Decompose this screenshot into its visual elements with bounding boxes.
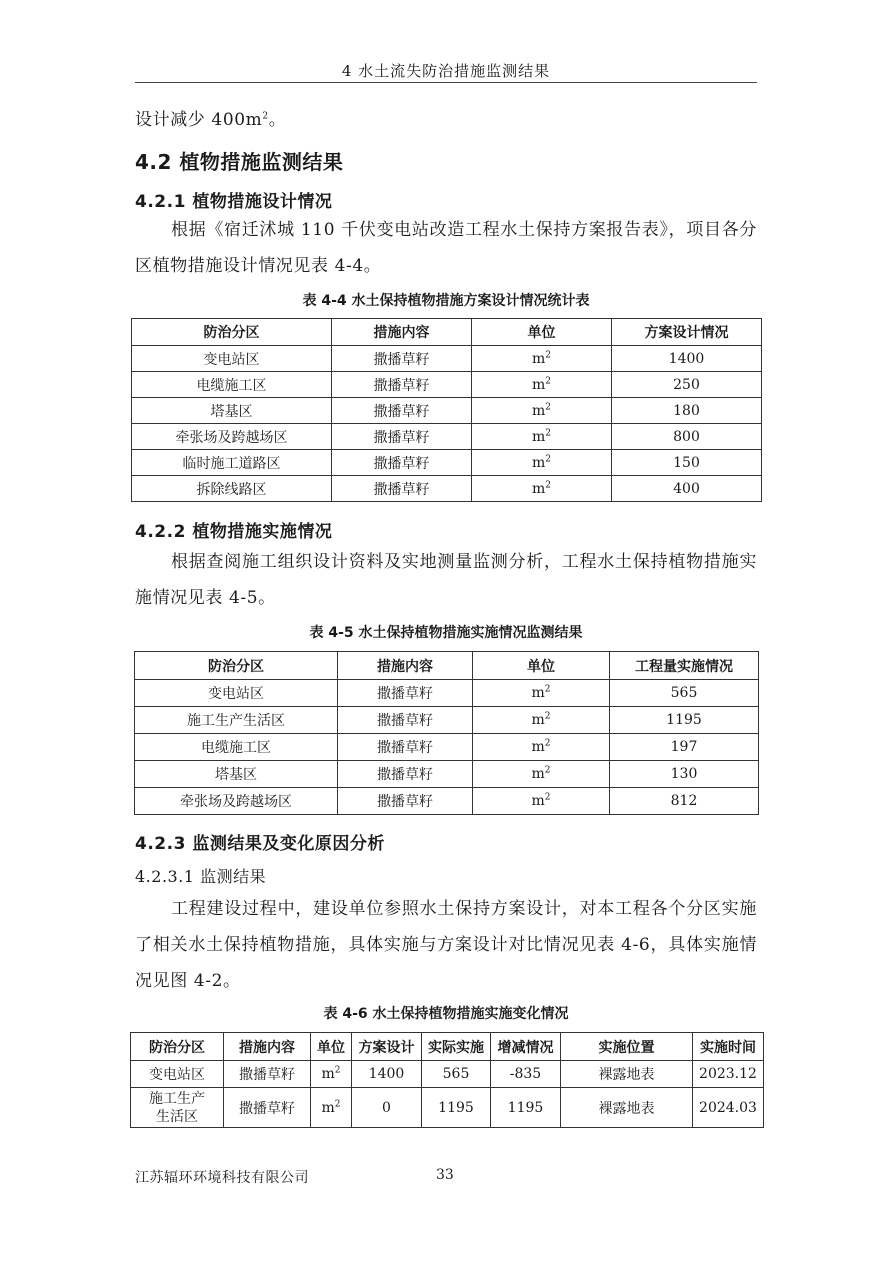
table-cell bbox=[338, 734, 473, 761]
table-cell bbox=[472, 346, 612, 372]
cell-text: 565 bbox=[442, 1066, 470, 1082]
cell-text: 临时施工道路区 bbox=[182, 455, 281, 472]
table-row bbox=[135, 788, 759, 815]
cell-text: 565 bbox=[670, 685, 698, 701]
table-cell bbox=[612, 450, 762, 476]
table-header-cell: 措施内容 bbox=[338, 652, 473, 680]
table-header-cell: 工程量实施情况 bbox=[610, 652, 759, 680]
cell-text: 塔基区 bbox=[210, 403, 253, 420]
table-cell bbox=[132, 372, 332, 398]
table-cell bbox=[473, 707, 610, 734]
cell-text: 裸露地表 bbox=[598, 1100, 655, 1117]
table-cell bbox=[131, 1088, 224, 1128]
cell-text: 施工生产生活区 bbox=[149, 1090, 205, 1125]
cell-text: 400 bbox=[673, 480, 700, 497]
table-cell bbox=[135, 761, 338, 788]
table-header-cell: 单位 bbox=[311, 1033, 352, 1061]
unit-text: m bbox=[531, 402, 546, 419]
table-row bbox=[135, 734, 759, 761]
cell-text: 2023.12 bbox=[699, 1066, 757, 1082]
cell-text: 施工生产生活区 bbox=[187, 713, 285, 729]
table-cell bbox=[491, 1088, 561, 1128]
table-cell bbox=[352, 1088, 422, 1128]
unit-text: m bbox=[531, 793, 545, 809]
table-cell bbox=[332, 476, 472, 502]
unit-superscript: 2 bbox=[545, 375, 551, 386]
unit-text: m bbox=[531, 350, 546, 367]
table-4-4 bbox=[131, 318, 762, 502]
table-cell bbox=[338, 707, 473, 734]
unit-superscript: 2 bbox=[544, 684, 551, 695]
table-header-cell: 方案设计情况 bbox=[612, 319, 762, 346]
table-row bbox=[135, 761, 759, 788]
cell-text: 1400 bbox=[668, 350, 705, 367]
cell-text: 电缆施工区 bbox=[201, 740, 271, 756]
table-header-cell: 单位 bbox=[472, 319, 612, 346]
table-cell bbox=[612, 372, 762, 398]
table-cell bbox=[473, 788, 610, 815]
table-row bbox=[132, 346, 762, 372]
cell-text: 1195 bbox=[438, 1099, 474, 1116]
unit-text: m bbox=[531, 685, 545, 701]
cell-text: 裸露地表 bbox=[598, 1067, 655, 1083]
cell-text: 撒播草籽 bbox=[377, 794, 433, 810]
page-number: 33 bbox=[436, 1167, 454, 1183]
table-row bbox=[132, 398, 762, 424]
cell-text: 1195 bbox=[666, 712, 702, 728]
cell-text: 牵张场及跨越场区 bbox=[180, 794, 292, 810]
table-cell bbox=[693, 1061, 764, 1088]
table-header-row bbox=[135, 652, 759, 680]
table-cell bbox=[561, 1061, 693, 1088]
table-caption-4-4: 表 4-4 水土保持植物措施方案设计情况统计表 bbox=[302, 293, 590, 309]
section-title: 4.2 植物措施监测结果 bbox=[135, 150, 344, 174]
cell-text: 撒播草籽 bbox=[239, 1100, 295, 1117]
unit-superscript: 2 bbox=[544, 792, 551, 803]
table-cell bbox=[612, 424, 762, 450]
cell-text: 变电站区 bbox=[149, 1067, 205, 1083]
table-cell bbox=[132, 424, 332, 450]
table-cell bbox=[610, 788, 759, 815]
cell-text: 电缆施工区 bbox=[196, 377, 267, 394]
unit-text: m bbox=[531, 739, 545, 755]
table-cell bbox=[693, 1088, 764, 1128]
table-cell bbox=[311, 1061, 352, 1088]
intro-line bbox=[135, 102, 757, 138]
table-cell bbox=[472, 372, 612, 398]
table-cell bbox=[352, 1061, 422, 1088]
table-header-row bbox=[132, 319, 762, 346]
cell-text: 撒播草籽 bbox=[373, 403, 430, 420]
table-cell bbox=[135, 734, 338, 761]
table-cell bbox=[610, 707, 759, 734]
table-cell bbox=[132, 450, 332, 476]
table-row bbox=[131, 1088, 764, 1128]
table-header-cell: 防治分区 bbox=[131, 1033, 224, 1061]
table-cell bbox=[311, 1088, 352, 1128]
table-cell bbox=[612, 346, 762, 372]
cell-text: 180 bbox=[673, 402, 700, 419]
table-row bbox=[131, 1061, 764, 1088]
table-cell bbox=[610, 761, 759, 788]
table-header-cell: 措施内容 bbox=[332, 319, 472, 346]
table-cell bbox=[332, 346, 472, 372]
table-cell bbox=[472, 398, 612, 424]
cell-text: 2024.03 bbox=[699, 1099, 757, 1116]
unit-text: m bbox=[531, 480, 546, 497]
cell-text: 变电站区 bbox=[208, 686, 264, 702]
table-header-cell: 单位 bbox=[473, 652, 610, 680]
table-cell bbox=[610, 680, 759, 707]
table-cell bbox=[338, 761, 473, 788]
cell-text: 撒播草籽 bbox=[239, 1067, 295, 1083]
cell-text: 撒播草籽 bbox=[373, 351, 430, 368]
running-header: 4 水土流失防治措施监测结果 bbox=[341, 62, 551, 80]
table-cell bbox=[332, 450, 472, 476]
table-caption-4-5: 表 4-5 水土保持植物措施实施情况监测结果 bbox=[309, 625, 583, 641]
table-header-cell: 防治分区 bbox=[135, 652, 338, 680]
cell-text: 拆除线路区 bbox=[196, 481, 267, 498]
cell-text: 撒播草籽 bbox=[377, 767, 433, 783]
unit-text: m bbox=[531, 712, 545, 728]
table-cell bbox=[135, 788, 338, 815]
table-cell bbox=[491, 1061, 561, 1088]
cell-text: 撒播草籽 bbox=[373, 481, 430, 498]
cell-text: 牵张场及跨越场区 bbox=[175, 429, 288, 446]
table-header-cell: 实施位置 bbox=[561, 1033, 693, 1061]
unit-superscript: 2 bbox=[545, 479, 551, 490]
cell-text: 250 bbox=[673, 376, 700, 393]
unit-superscript: 2 bbox=[545, 453, 551, 464]
table-cell bbox=[338, 680, 473, 707]
unit-text: m bbox=[531, 376, 546, 393]
cell-text: 撒播草籽 bbox=[377, 686, 433, 702]
header-rule bbox=[135, 82, 757, 83]
intro-suffix: 。 bbox=[268, 110, 287, 130]
intro-text: 设计减少 400m bbox=[135, 110, 263, 130]
cell-text: 撒播草籽 bbox=[373, 455, 430, 472]
unit-superscript: 2 bbox=[545, 349, 551, 360]
cell-text: 变电站区 bbox=[203, 351, 260, 368]
table-cell bbox=[135, 680, 338, 707]
cell-text: 撒播草籽 bbox=[373, 429, 430, 446]
unit-text: m bbox=[531, 766, 545, 782]
cell-text: 撒播草籽 bbox=[373, 377, 430, 394]
table-cell bbox=[338, 788, 473, 815]
cell-text: 塔基区 bbox=[215, 767, 257, 783]
table-cell bbox=[561, 1088, 693, 1128]
cell-text: 812 bbox=[670, 793, 698, 809]
cell-text: -835 bbox=[509, 1066, 542, 1082]
table-cell bbox=[224, 1061, 311, 1088]
table-cell bbox=[473, 761, 610, 788]
table-cell bbox=[473, 734, 610, 761]
subsection-title-423: 4.2.3 监测结果及变化原因分析 bbox=[135, 834, 385, 854]
table-header-cell: 实际实施 bbox=[422, 1033, 491, 1061]
table-header-cell: 防治分区 bbox=[132, 319, 332, 346]
table-cell bbox=[612, 476, 762, 502]
unit-superscript: 2 bbox=[544, 765, 551, 776]
table-4-6 bbox=[130, 1032, 764, 1128]
table-cell bbox=[332, 424, 472, 450]
table-header-cell: 措施内容 bbox=[224, 1033, 311, 1061]
unit-text: m bbox=[321, 1066, 335, 1082]
table-row bbox=[135, 680, 759, 707]
subsection-title-421: 4.2.1 植物措施设计情况 bbox=[135, 192, 333, 212]
table-row bbox=[132, 424, 762, 450]
unit-superscript: 2 bbox=[334, 1098, 341, 1109]
table-caption-4-6: 表 4-6 水土保持植物措施实施变化情况 bbox=[323, 1006, 569, 1022]
intro-sup: 2 bbox=[262, 111, 269, 122]
paragraph-423: 工程建设过程中，建设单位参照水土保持方案设计，对本工程各个分区实施了相关水土保持植物措施，具体实施与方案设计对比情况见表 4-6，具体实施情况见图 4-2。 bbox=[135, 899, 757, 991]
table-cell bbox=[131, 1061, 224, 1088]
paragraph-422: 根据查阅施工组织设计资料及实地测量监测分析，工程水土保持植物措施实施情况见表 4-5。 bbox=[135, 552, 757, 608]
table-row bbox=[135, 707, 759, 734]
table-cell bbox=[224, 1088, 311, 1128]
table-cell bbox=[135, 707, 338, 734]
unit-superscript: 2 bbox=[544, 738, 551, 749]
table-cell bbox=[610, 734, 759, 761]
table-header-cell: 实施时间 bbox=[693, 1033, 764, 1061]
table-cell bbox=[132, 398, 332, 424]
unit-superscript: 2 bbox=[334, 1065, 341, 1076]
unit-superscript: 2 bbox=[545, 401, 551, 412]
cell-text: 1400 bbox=[368, 1066, 405, 1082]
table-row bbox=[132, 476, 762, 502]
table-row bbox=[132, 450, 762, 476]
cell-text: 撒播草籽 bbox=[377, 713, 433, 729]
subsubsection-title-4231: 4.2.3.1 监测结果 bbox=[135, 867, 267, 886]
cell-text: 0 bbox=[382, 1099, 391, 1116]
table-cell bbox=[332, 372, 472, 398]
unit-superscript: 2 bbox=[545, 427, 551, 438]
unit-text: m bbox=[531, 428, 546, 445]
table-cell bbox=[612, 398, 762, 424]
cell-text: 800 bbox=[673, 428, 700, 445]
table-cell bbox=[422, 1088, 491, 1128]
cell-text: 197 bbox=[670, 739, 698, 755]
table-cell bbox=[472, 476, 612, 502]
table-cell bbox=[472, 424, 612, 450]
table-cell bbox=[332, 398, 472, 424]
unit-text: m bbox=[531, 454, 546, 471]
table-cell bbox=[132, 346, 332, 372]
table-header-cell: 方案设计 bbox=[352, 1033, 422, 1061]
cell-text: 1195 bbox=[507, 1099, 544, 1116]
unit-superscript: 2 bbox=[544, 711, 551, 722]
table-cell bbox=[132, 476, 332, 502]
table-cell bbox=[422, 1061, 491, 1088]
cell-text: 130 bbox=[670, 766, 698, 782]
unit-text: m bbox=[321, 1099, 335, 1116]
cell-text: 150 bbox=[673, 454, 700, 471]
paragraph-421: 根据《宿迁沭城 110 千伏变电站改造工程水土保持方案报告表》，项目各分区植物措施设计情况见表 4-4。 bbox=[135, 220, 757, 276]
subsection-title-422: 4.2.2 植物措施实施情况 bbox=[135, 522, 333, 542]
table-cell bbox=[473, 680, 610, 707]
table-header-row bbox=[131, 1033, 764, 1061]
cell-text: 撒播草籽 bbox=[377, 740, 433, 756]
table-header-cell: 增减情况 bbox=[491, 1033, 561, 1061]
table-4-5 bbox=[134, 651, 759, 815]
footer-company: 江苏辐环环境科技有限公司 bbox=[135, 1170, 309, 1186]
table-row bbox=[132, 372, 762, 398]
table-cell bbox=[472, 450, 612, 476]
